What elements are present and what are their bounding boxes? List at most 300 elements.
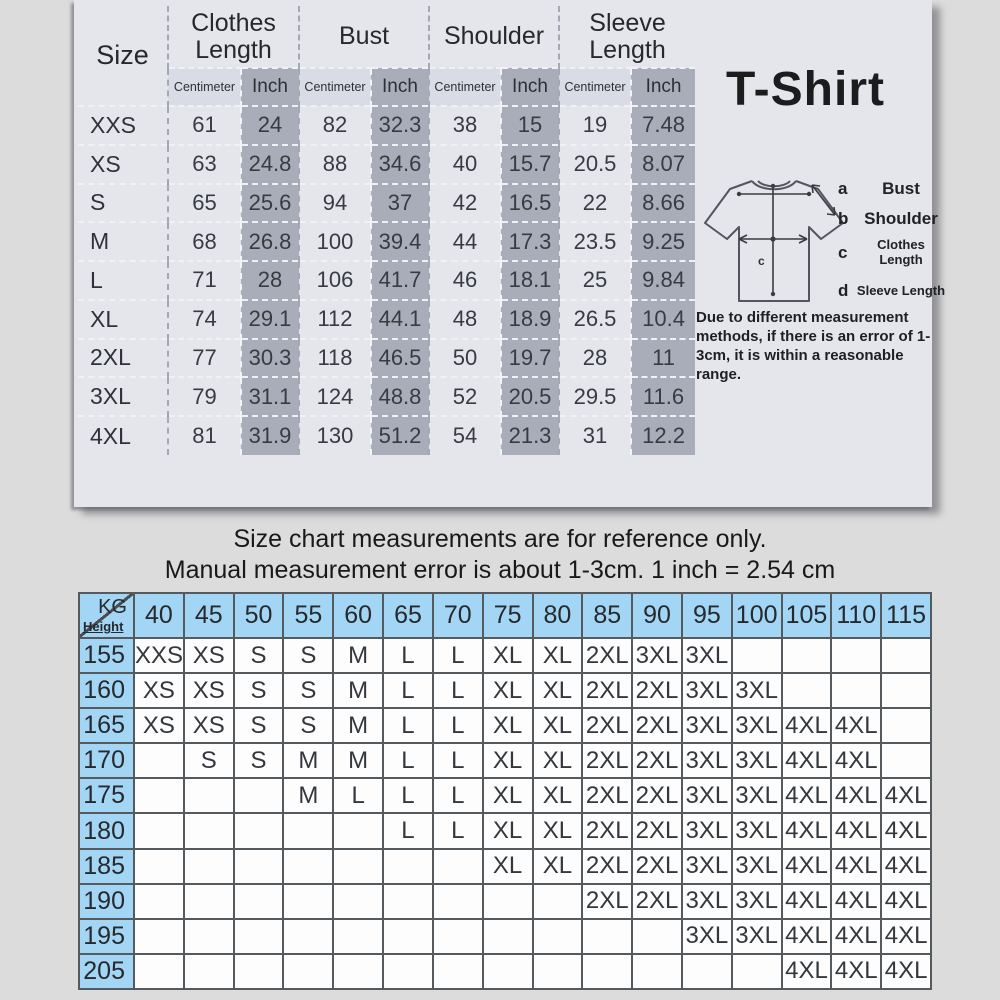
legend-label-shoulder: Shoulder xyxy=(864,209,938,228)
recommended-size-cell: 2XL xyxy=(582,743,632,778)
legend-label-sleeve-length: Sleeve Length xyxy=(856,282,946,298)
recommended-size-cell: 3XL xyxy=(732,813,782,848)
recommended-size-cell: XS xyxy=(134,708,184,743)
kg-column-header: 45 xyxy=(184,593,234,638)
recommended-size-cell: 4XL xyxy=(881,884,931,919)
size-table-row xyxy=(78,339,695,378)
measurement-cell: 31.9 xyxy=(241,416,299,455)
measurement-cell: 31.1 xyxy=(241,377,299,416)
recommended-size-cell: 3XL xyxy=(682,884,732,919)
measurement-cell: 46 xyxy=(429,261,501,300)
recommended-size-cell: L xyxy=(383,673,433,708)
recommended-size-cell: L xyxy=(433,708,483,743)
recommended-size-cell xyxy=(134,743,184,778)
height-row xyxy=(79,954,931,989)
recommended-size-cell xyxy=(383,849,433,884)
size-table-row xyxy=(78,261,695,300)
recommended-size-cell: 4XL xyxy=(881,778,931,813)
recommended-size-cell xyxy=(433,849,483,884)
recommended-size-cell: XL xyxy=(483,638,533,673)
recommended-size-cell xyxy=(234,778,284,813)
recommended-size-cell: 2XL xyxy=(632,708,682,743)
height-row-header: 185 xyxy=(79,849,134,884)
recommended-size-cell xyxy=(782,673,832,708)
recommended-size-cell: 2XL xyxy=(582,778,632,813)
kg-column-header: 90 xyxy=(632,593,682,638)
recommended-size-cell: 2XL xyxy=(632,673,682,708)
unit-centimeter-label: Centimeter xyxy=(429,68,501,106)
recommended-size-cell: XL xyxy=(533,778,583,813)
measurement-cell: 25 xyxy=(559,261,631,300)
measurement-cell: 24 xyxy=(241,106,299,145)
recommended-size-cell: 4XL xyxy=(782,743,832,778)
measurement-cell: 61 xyxy=(168,106,241,145)
measurement-cell: 40 xyxy=(429,145,501,184)
recommended-size-cell xyxy=(533,884,583,919)
size-label: 2XL xyxy=(78,339,168,378)
measurement-cell: 38 xyxy=(429,106,501,145)
measurement-cell: 20.5 xyxy=(559,145,631,184)
size-label: XXS xyxy=(78,106,168,145)
recommended-size-cell: S xyxy=(234,708,284,743)
measurement-cell: 28 xyxy=(241,261,299,300)
recommended-size-cell xyxy=(831,673,881,708)
measurement-cell: 19 xyxy=(559,106,631,145)
recommended-size-cell xyxy=(333,813,383,848)
recommended-size-cell: 2XL xyxy=(632,813,682,848)
recommended-size-cell: 3XL xyxy=(732,673,782,708)
recommended-size-cell: XL xyxy=(483,813,533,848)
recommended-size-cell: L xyxy=(433,743,483,778)
legend-key-b: b xyxy=(838,209,849,228)
kg-column-header: 40 xyxy=(134,593,184,638)
recommended-size-cell: 4XL xyxy=(782,708,832,743)
size-table-row xyxy=(78,300,695,339)
recommended-size-cell xyxy=(184,849,234,884)
recommended-size-cell: 2XL xyxy=(632,743,682,778)
recommended-size-cell xyxy=(134,954,184,989)
recommended-size-cell: M xyxy=(333,743,383,778)
kg-column-header: 55 xyxy=(283,593,333,638)
recommended-size-cell: XL xyxy=(533,708,583,743)
measure-column-header: Bust xyxy=(299,6,429,68)
recommended-size-cell: 4XL xyxy=(831,813,881,848)
recommended-size-cell: 2XL xyxy=(582,673,632,708)
recommended-size-cell: XL xyxy=(533,743,583,778)
measurement-cell: 29.5 xyxy=(559,377,631,416)
measurement-cell: 26.5 xyxy=(559,300,631,339)
measurement-legend xyxy=(838,176,946,312)
size-label: XL xyxy=(78,300,168,339)
measurement-cell: 54 xyxy=(429,416,501,455)
unit-centimeter-label: Centimeter xyxy=(299,68,371,106)
measurement-cell: 71 xyxy=(168,261,241,300)
recommended-size-cell: 4XL xyxy=(831,849,881,884)
recommended-size-cell: XL xyxy=(483,743,533,778)
recommended-size-cell: 4XL xyxy=(831,919,881,954)
legend-label-clothes-length: Clothes Length xyxy=(877,237,925,267)
size-label: L xyxy=(78,261,168,300)
measurement-cell: 48 xyxy=(429,300,501,339)
recommended-size-cell: 3XL xyxy=(682,778,732,813)
measurement-cell: 51.2 xyxy=(371,416,429,455)
recommended-size-cell: 3XL xyxy=(682,673,732,708)
measurement-cell: 8.07 xyxy=(631,145,695,184)
size-table-row xyxy=(78,106,695,145)
recommended-size-cell xyxy=(732,954,782,989)
recommended-size-cell xyxy=(782,638,832,673)
legend-item-clothes-length xyxy=(838,236,946,270)
kg-column-header: 100 xyxy=(732,593,782,638)
reference-notes xyxy=(0,524,1000,586)
recommended-size-cell: 4XL xyxy=(831,778,881,813)
recommended-size-cell: 4XL xyxy=(881,813,931,848)
size-measurement-table xyxy=(78,6,695,455)
recommended-size-cell xyxy=(881,743,931,778)
recommended-size-cell xyxy=(134,884,184,919)
measurement-cell: 112 xyxy=(299,300,371,339)
recommended-size-cell: 3XL xyxy=(732,884,782,919)
recommended-size-cell: 3XL xyxy=(732,778,782,813)
recommended-size-cell: 4XL xyxy=(831,884,881,919)
size-table-row xyxy=(78,145,695,184)
recommended-size-cell: 3XL xyxy=(682,708,732,743)
recommended-size-cell xyxy=(184,884,234,919)
measurement-cell: 77 xyxy=(168,339,241,378)
height-row xyxy=(79,919,931,954)
kg-column-header: 105 xyxy=(782,593,832,638)
height-row xyxy=(79,638,931,673)
recommended-size-cell xyxy=(632,954,682,989)
measurement-cell: 17.3 xyxy=(501,222,559,261)
recommended-size-cell xyxy=(333,954,383,989)
unit-inch-label: Inch xyxy=(371,68,429,106)
recommended-size-cell: XL xyxy=(533,673,583,708)
recommended-size-cell xyxy=(283,849,333,884)
legend-item-shoulder xyxy=(838,206,946,232)
kg-column-header: 95 xyxy=(682,593,732,638)
height-row xyxy=(79,813,931,848)
recommended-size-cell xyxy=(682,954,732,989)
measurement-cell: 34.6 xyxy=(371,145,429,184)
recommended-size-cell xyxy=(732,638,782,673)
reference-note-line2: Manual measurement error is about 1-3cm. 1 inch = 2.54 cm xyxy=(164,556,836,584)
kg-column-header: 60 xyxy=(333,593,383,638)
tshirt-measurement-diagram xyxy=(692,164,856,316)
height-weight-table-header xyxy=(79,593,931,638)
recommended-size-cell: S xyxy=(283,673,333,708)
height-row-header: 195 xyxy=(79,919,134,954)
measurement-cell: 65 xyxy=(168,184,241,223)
measurement-cell: 25.6 xyxy=(241,184,299,223)
size-label: M xyxy=(78,222,168,261)
measurement-cell: 44 xyxy=(429,222,501,261)
recommended-size-cell xyxy=(433,919,483,954)
recommended-size-cell xyxy=(881,638,931,673)
recommended-size-cell: 2XL xyxy=(582,884,632,919)
kg-column-header: 50 xyxy=(234,593,284,638)
recommended-size-cell: S xyxy=(234,743,284,778)
recommended-size-cell: XL xyxy=(533,849,583,884)
recommended-size-cell xyxy=(234,919,284,954)
measurement-cell: 106 xyxy=(299,261,371,300)
height-row-header: 165 xyxy=(79,708,134,743)
size-chart-card xyxy=(74,0,946,507)
legend-item-sleeve-length xyxy=(838,274,946,308)
recommended-size-cell: 4XL xyxy=(782,778,832,813)
size-table-row xyxy=(78,222,695,261)
recommended-size-cell: L xyxy=(433,778,483,813)
legend-key-d: d xyxy=(838,281,849,300)
measurement-cell: 94 xyxy=(299,184,371,223)
kg-column-header: 75 xyxy=(483,593,533,638)
measurement-cell: 18.9 xyxy=(501,300,559,339)
height-row xyxy=(79,673,931,708)
recommended-size-cell: 4XL xyxy=(782,954,832,989)
recommended-size-cell: 2XL xyxy=(632,778,682,813)
measurement-cell: 50 xyxy=(429,339,501,378)
recommended-size-cell: 2XL xyxy=(632,849,682,884)
height-weight-table-body xyxy=(79,638,931,989)
measurement-cell: 81 xyxy=(168,416,241,455)
recommended-size-cell xyxy=(533,954,583,989)
recommended-size-cell xyxy=(533,919,583,954)
measurement-cell: 39.4 xyxy=(371,222,429,261)
recommended-size-cell: 3XL xyxy=(682,849,732,884)
recommended-size-cell xyxy=(134,778,184,813)
recommended-size-cell xyxy=(184,954,234,989)
recommended-size-cell: 3XL xyxy=(682,919,732,954)
recommended-size-cell xyxy=(483,884,533,919)
measurement-cell: 52 xyxy=(429,377,501,416)
kg-column-header: 80 xyxy=(533,593,583,638)
recommended-size-cell: XL xyxy=(483,673,533,708)
recommended-size-cell: L xyxy=(383,638,433,673)
measurement-cell: 30.3 xyxy=(241,339,299,378)
measurement-cell: 23.5 xyxy=(559,222,631,261)
recommended-size-cell: 3XL xyxy=(732,919,782,954)
recommended-size-cell: S xyxy=(283,638,333,673)
height-label: Height xyxy=(83,619,124,634)
measurement-cell: 9.84 xyxy=(631,261,695,300)
recommended-size-cell: XS xyxy=(184,638,234,673)
unit-inch-label: Inch xyxy=(501,68,559,106)
recommended-size-cell: 4XL xyxy=(782,919,832,954)
kg-column-header: 65 xyxy=(383,593,433,638)
height-row xyxy=(79,708,931,743)
height-row xyxy=(79,884,931,919)
recommended-size-cell: 4XL xyxy=(782,884,832,919)
recommended-size-cell xyxy=(283,919,333,954)
recommended-size-cell: 4XL xyxy=(831,954,881,989)
recommended-size-cell xyxy=(632,919,682,954)
measurement-cell: 31 xyxy=(559,416,631,455)
kg-column-header: 85 xyxy=(582,593,632,638)
measurement-cell: 29.1 xyxy=(241,300,299,339)
legend-item-bust xyxy=(838,176,946,202)
recommended-size-cell: 3XL xyxy=(682,813,732,848)
measurement-cell: 100 xyxy=(299,222,371,261)
height-row-header: 155 xyxy=(79,638,134,673)
measurement-cell: 8.66 xyxy=(631,184,695,223)
size-column-header: Size xyxy=(96,40,149,70)
size-label: 3XL xyxy=(78,377,168,416)
kg-column-header: 115 xyxy=(881,593,931,638)
measurement-cell: 10.4 xyxy=(631,300,695,339)
height-row-header: 205 xyxy=(79,954,134,989)
recommended-size-cell xyxy=(383,954,433,989)
recommended-size-cell: 2XL xyxy=(582,638,632,673)
measurement-cell: 37 xyxy=(371,184,429,223)
measurement-cell: 130 xyxy=(299,416,371,455)
recommended-size-cell: L xyxy=(383,813,433,848)
height-row xyxy=(79,849,931,884)
recommended-size-cell xyxy=(333,919,383,954)
measurement-cell: 32.3 xyxy=(371,106,429,145)
measurement-cell: 88 xyxy=(299,145,371,184)
measurement-cell: 79 xyxy=(168,377,241,416)
recommended-size-cell: 4XL xyxy=(881,919,931,954)
recommended-size-cell: XL xyxy=(483,708,533,743)
recommended-size-cell: 2XL xyxy=(582,708,632,743)
recommended-size-cell xyxy=(134,919,184,954)
recommended-size-cell: XL xyxy=(483,849,533,884)
height-row xyxy=(79,743,931,778)
recommended-size-cell: 2XL xyxy=(632,884,682,919)
measurement-cell: 22 xyxy=(559,184,631,223)
recommended-size-cell: M xyxy=(333,673,383,708)
recommended-size-cell xyxy=(831,638,881,673)
recommended-size-cell xyxy=(234,954,284,989)
size-table-header xyxy=(78,6,695,106)
recommended-size-cell xyxy=(333,849,383,884)
height-row-header: 190 xyxy=(79,884,134,919)
recommended-size-cell xyxy=(234,884,284,919)
measurement-cell: 82 xyxy=(299,106,371,145)
recommended-size-cell: M xyxy=(333,638,383,673)
recommended-size-cell: 4XL xyxy=(782,813,832,848)
kg-label: KG xyxy=(98,596,127,618)
recommended-size-cell: M xyxy=(333,708,383,743)
measurement-cell: 15.7 xyxy=(501,145,559,184)
recommended-size-cell: XL xyxy=(483,778,533,813)
height-row-header: 180 xyxy=(79,813,134,848)
recommended-size-cell: M xyxy=(283,743,333,778)
recommended-size-cell: 3XL xyxy=(732,708,782,743)
recommended-size-cell: 3XL xyxy=(732,743,782,778)
measurement-cell: 46.5 xyxy=(371,339,429,378)
measurement-cell: 7.48 xyxy=(631,106,695,145)
kg-column-header: 70 xyxy=(433,593,483,638)
recommended-size-cell: 4XL xyxy=(881,849,931,884)
recommended-size-cell xyxy=(383,884,433,919)
measurement-disclaimer: Due to different measurement methods, if there is an error of 1-3cm, it is within a reasonable range. xyxy=(696,309,931,384)
recommended-size-cell xyxy=(283,954,333,989)
measurement-cell: 9.25 xyxy=(631,222,695,261)
recommended-size-cell: L xyxy=(433,638,483,673)
size-table-row xyxy=(78,377,695,416)
recommended-size-cell xyxy=(483,954,533,989)
measurement-cell: 11 xyxy=(631,339,695,378)
recommended-size-cell xyxy=(881,673,931,708)
reference-note-line1: Size chart measurements are for reference only. xyxy=(233,525,767,553)
recommended-size-cell xyxy=(383,919,433,954)
recommended-size-cell: L xyxy=(433,673,483,708)
recommended-size-cell: S xyxy=(184,743,234,778)
product-title: T-Shirt xyxy=(726,63,885,116)
height-weight-size-table xyxy=(78,592,932,990)
recommended-size-cell xyxy=(333,884,383,919)
size-label: S xyxy=(78,184,168,223)
recommended-size-cell: 2XL xyxy=(582,849,632,884)
recommended-size-cell xyxy=(234,813,284,848)
measurement-cell: 74 xyxy=(168,300,241,339)
recommended-size-cell: 3XL xyxy=(682,638,732,673)
measure-column-header: Clothes Length xyxy=(168,6,299,68)
recommended-size-cell: 4XL xyxy=(782,849,832,884)
measurement-cell: 124 xyxy=(299,377,371,416)
recommended-size-cell: S xyxy=(283,708,333,743)
recommended-size-cell: 2XL xyxy=(582,813,632,848)
recommended-size-cell xyxy=(134,813,184,848)
recommended-size-cell: XS xyxy=(134,673,184,708)
measurement-cell: 19.7 xyxy=(501,339,559,378)
measurement-cell: 42 xyxy=(429,184,501,223)
recommended-size-cell: M xyxy=(283,778,333,813)
height-row-header: 175 xyxy=(79,778,134,813)
kg-height-corner-cell xyxy=(79,593,134,638)
measurement-cell: 15 xyxy=(501,106,559,145)
recommended-size-cell xyxy=(234,849,284,884)
size-table-row xyxy=(78,416,695,455)
recommended-size-cell: 3XL xyxy=(732,849,782,884)
recommended-size-cell: S xyxy=(234,673,284,708)
measurement-cell: 24.8 xyxy=(241,145,299,184)
svg-text:c: c xyxy=(758,254,765,268)
recommended-size-cell xyxy=(134,849,184,884)
measurement-cell: 63 xyxy=(168,145,241,184)
measurement-cell: 48.8 xyxy=(371,377,429,416)
measurement-cell: 11.6 xyxy=(631,377,695,416)
recommended-size-cell: XS xyxy=(184,708,234,743)
recommended-size-cell: L xyxy=(383,778,433,813)
measurement-cell: 21.3 xyxy=(501,416,559,455)
recommended-size-cell: 4XL xyxy=(881,954,931,989)
measurement-cell: 44.1 xyxy=(371,300,429,339)
unit-centimeter-label: Centimeter xyxy=(559,68,631,106)
recommended-size-cell: XS xyxy=(184,673,234,708)
measurement-cell: 118 xyxy=(299,339,371,378)
measurement-cell: 18.1 xyxy=(501,261,559,300)
size-label: 4XL xyxy=(78,416,168,455)
recommended-size-cell xyxy=(283,813,333,848)
recommended-size-cell: L xyxy=(433,813,483,848)
recommended-size-cell: 3XL xyxy=(682,743,732,778)
recommended-size-cell: L xyxy=(383,708,433,743)
size-label: XS xyxy=(78,145,168,184)
recommended-size-cell xyxy=(483,919,533,954)
measurement-cell: 20.5 xyxy=(501,377,559,416)
size-table-body xyxy=(78,106,695,455)
recommended-size-cell xyxy=(433,884,483,919)
unit-centimeter-label: Centimeter xyxy=(168,68,241,106)
recommended-size-cell xyxy=(184,778,234,813)
recommended-size-cell: L xyxy=(383,743,433,778)
recommended-size-cell xyxy=(283,884,333,919)
height-row-header: 160 xyxy=(79,673,134,708)
unit-inch-label: Inch xyxy=(631,68,695,106)
measurement-cell: 41.7 xyxy=(371,261,429,300)
